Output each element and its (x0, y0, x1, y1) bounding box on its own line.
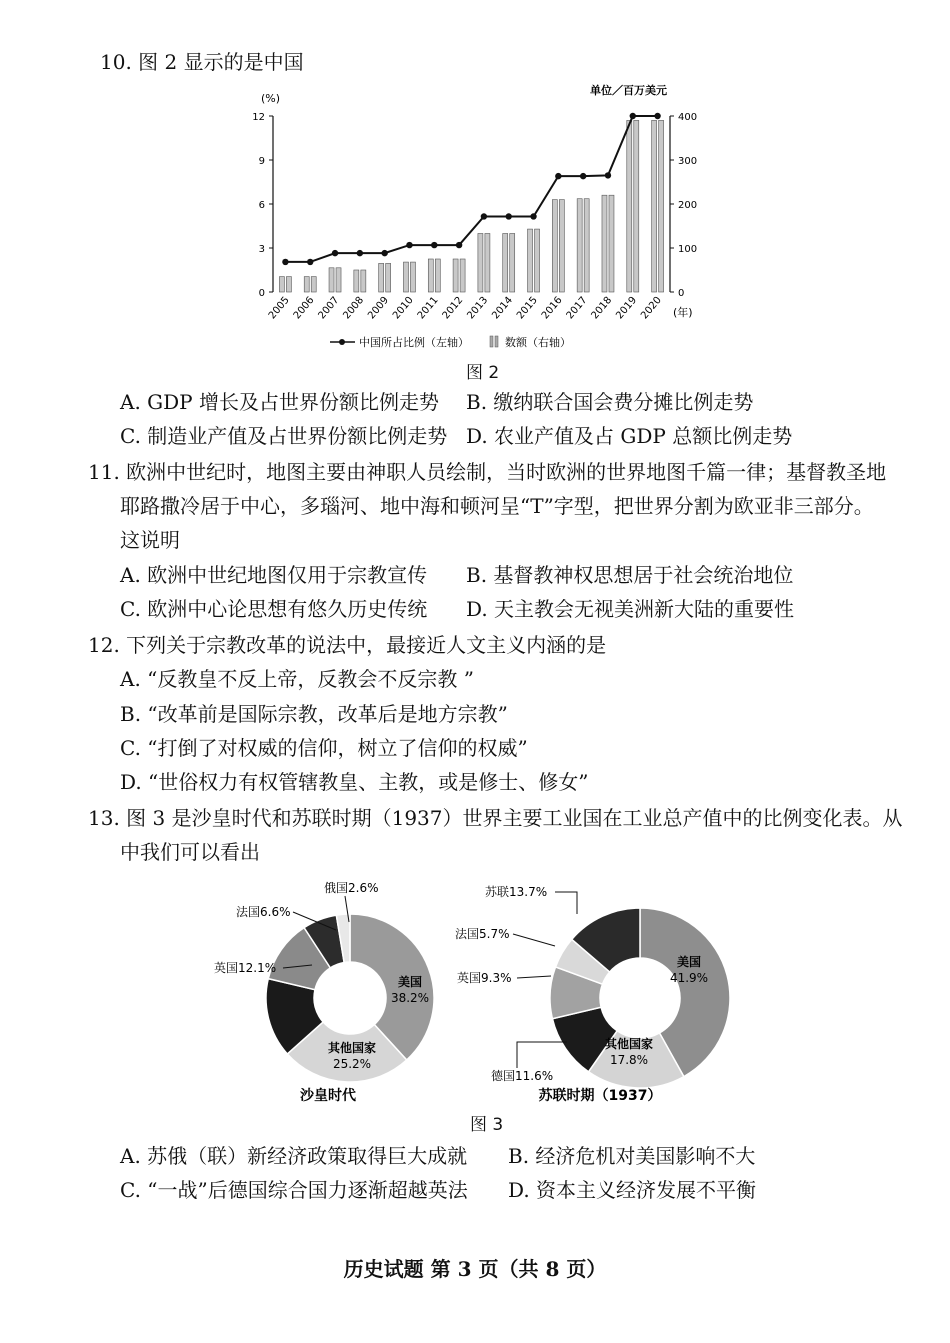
right-tick-label: 300 (678, 156, 698, 167)
x-tick-label-2014: 2014 (490, 294, 516, 322)
left-tick-label: 12 (252, 112, 265, 123)
bar-2005-b (286, 277, 291, 292)
x-tick-label-2016: 2016 (539, 294, 565, 322)
left-tick-label: 0 (258, 288, 265, 299)
q13-stem-line-1: 13. 图 3 是沙皇时代和苏联时期（1937）世界主要工业国在工业总产值中的比例变化表。从 (88, 806, 903, 830)
bar-2019 (627, 120, 632, 292)
x-tick-label-2005: 2005 (266, 294, 292, 322)
bar-2012-b (460, 259, 465, 292)
line-point-2008 (357, 250, 363, 256)
q11-stem-line-3: 这说明 (120, 528, 180, 552)
pie1-title: 沙皇时代 (300, 1088, 356, 1104)
left-tick-label: 9 (258, 156, 265, 167)
q10-option-d[interactable]: D. 农业产值及占 GDP 总额比例走势 (466, 424, 793, 448)
q12-option-b[interactable]: B. “改革前是国际宗教，改革后是地方宗教” (120, 702, 508, 726)
line-point-2015 (530, 213, 536, 219)
x-tick-label-2018: 2018 (589, 294, 615, 322)
bar-2008 (354, 270, 359, 292)
q10-option-a[interactable]: A. GDP 增长及占世界份额比例走势 (120, 390, 439, 414)
x-tick-label-2009: 2009 (366, 294, 391, 322)
x-tick-label-2013: 2013 (465, 294, 491, 322)
bar-2007 (329, 268, 334, 292)
right-tick-label: 0 (678, 288, 685, 299)
pie1-label-usa-pct: 38.2% (390, 991, 430, 1005)
x-tick-label-2008: 2008 (341, 294, 367, 322)
pie2-label-others: 其他国家 (604, 1037, 654, 1051)
figure-2-caption: 图 2 (466, 363, 500, 383)
page-footer: 历史试题 第 3 页（共 8 页） (343, 1257, 607, 1281)
figure-2-chart (252, 80, 715, 360)
bar-2019-b (634, 120, 639, 292)
line-point-2005 (282, 259, 288, 265)
line-point-2009 (381, 250, 387, 256)
pie1-label-usa: 美国 (397, 975, 423, 989)
pie-chart-tsarist (200, 872, 450, 1112)
bar-2016 (552, 200, 557, 292)
bar-2014-b (510, 233, 515, 292)
left-tick-label: 3 (258, 244, 265, 255)
pie-chart-soviet (455, 872, 735, 1112)
bar-2009 (379, 263, 384, 292)
q11-stem-line-1: 11. 欧洲中世纪时，地图主要由神职人员绘制，当时欧洲的世界地图千篇一律；基督教圣地 (88, 460, 887, 484)
x-tick-label-2006: 2006 (291, 294, 317, 322)
q13-option-b[interactable]: B. 经济危机对美国影响不大 (508, 1144, 756, 1168)
bar-2016-b (559, 200, 564, 292)
bar-2020 (652, 120, 657, 292)
line-point-2016 (555, 173, 561, 179)
q10-stem: 10. 图 2 显示的是中国 (100, 50, 304, 74)
x-tick-label-2007: 2007 (316, 294, 342, 322)
x-tick-label-2010: 2010 (390, 294, 416, 322)
q12-option-c[interactable]: C. “打倒了对权威的信仰，树立了信仰的权威” (120, 736, 528, 760)
q13-option-d[interactable]: D. 资本主义经济发展不平衡 (508, 1178, 757, 1202)
bar-2017 (577, 199, 582, 292)
pie2-label-soviet: 苏联13.7% (485, 885, 548, 899)
bar-2006-b (311, 277, 316, 292)
q10-option-c[interactable]: C. 制造业产值及占世界份额比例走势 (120, 424, 448, 448)
q11-stem-line-2: 耶路撒冷居于中心，多瑙河、地中海和顿河呈“T”字型，把世界分割为欧亚非三部分。 (120, 494, 874, 518)
x-tick-label-2015: 2015 (515, 294, 540, 322)
bar-2014 (503, 233, 508, 292)
bar-2005 (279, 277, 284, 292)
pie2-label-usa: 美国 (676, 955, 702, 969)
line-point-2018 (605, 172, 611, 178)
bar-2011 (428, 259, 433, 292)
line-point-2010 (406, 242, 412, 248)
q11-option-c[interactable]: C. 欧洲中心论思想有悠久历史传统 (120, 597, 428, 621)
line-point-2019 (630, 113, 636, 119)
bar-2010-b (410, 262, 415, 292)
line-point-2020 (654, 113, 660, 119)
q13-option-a[interactable]: A. 苏俄（联）新经济政策取得巨大成就 (120, 1144, 468, 1168)
right-tick-label: 200 (678, 200, 698, 211)
x-tick-label-2011: 2011 (415, 294, 441, 322)
pie2-label-uk: 英国9.3% (457, 971, 512, 985)
x-tick-label-2019: 2019 (614, 294, 640, 322)
bar-2012 (453, 259, 458, 292)
bar-2018 (602, 195, 607, 292)
bar-2017-b (584, 199, 589, 292)
line-point-2017 (580, 173, 586, 179)
bar-2011-b (435, 259, 440, 292)
left-tick-label: 6 (258, 200, 265, 211)
q11-option-d[interactable]: D. 天主教会无视美洲新大陆的重要性 (466, 597, 795, 621)
bar-2013-b (485, 233, 490, 292)
figure-2-legend (330, 335, 571, 349)
q13-option-c[interactable]: C. “一战”后德国综合国力逐渐超越英法 (120, 1178, 468, 1202)
bar-2020-b (659, 120, 664, 292)
right-tick-label: 100 (678, 244, 698, 255)
pie1-label-russia: 俄国2.6% (324, 881, 379, 895)
q12-option-a[interactable]: A. “反教皇不反上帝，反教会不反宗教 ” (120, 667, 474, 691)
pie2-title: 苏联时期（1937） (538, 1088, 662, 1104)
pie1-label-others-pct: 25.2% (332, 1057, 372, 1071)
figure-3-caption: 图 3 (470, 1115, 504, 1135)
left-axis-label: (%) (261, 92, 281, 105)
line-point-2012 (456, 242, 462, 248)
line-point-2007 (332, 250, 338, 256)
bar-2007-b (336, 268, 341, 292)
pie2-label-france: 法国5.7% (455, 927, 510, 941)
bar-2018-b (609, 195, 614, 292)
line-point-2006 (307, 259, 313, 265)
x-tick-label-2020: 2020 (639, 294, 664, 322)
line-point-2013 (481, 213, 487, 219)
right-axis-label: 单位／百万美元 (590, 84, 667, 97)
line-point-2011 (431, 242, 437, 248)
q13-stem-line-2: 中我们可以看出 (120, 840, 260, 864)
pie1-label-others: 其他国家 (327, 1041, 377, 1055)
line-point-2014 (506, 213, 512, 219)
legend-bar-label: 数额（右轴） (505, 336, 571, 349)
pie2-label-others-pct: 17.8% (609, 1053, 649, 1067)
bar-2010 (403, 262, 408, 292)
bar-2015-b (535, 229, 540, 292)
pie1-label-france: 法国6.6% (236, 905, 291, 919)
q11-option-b[interactable]: B. 基督教神权思想居于社会统治地位 (466, 563, 794, 587)
bar-2008-b (361, 270, 366, 292)
x-tick-label-2017: 2017 (564, 294, 590, 322)
bar-2006 (304, 277, 309, 292)
pie1-label-uk: 英国12.1% (214, 961, 277, 975)
x-tick-label-2012: 2012 (440, 294, 466, 322)
pie2-label-germany: 德国11.6% (491, 1069, 554, 1083)
right-tick-label: 400 (678, 112, 698, 123)
bar-2009-b (386, 263, 391, 292)
q12-stem: 12. 下列关于宗教改革的说法中，最接近人文主义内涵的是 (88, 633, 607, 657)
q12-option-d[interactable]: D. “世俗权力有权管辖教皇、主教，或是修士、修女” (120, 770, 589, 794)
bar-2015 (528, 229, 533, 292)
pie2-label-usa-pct: 41.9% (669, 971, 709, 985)
q10-option-b[interactable]: B. 缴纳联合国会费分摊比例走势 (466, 390, 754, 414)
x-unit-label: (年) (673, 306, 693, 319)
bar-2013 (478, 233, 483, 292)
q11-option-a[interactable]: A. 欧洲中世纪地图仅用于宗教宣传 (120, 563, 428, 587)
legend-line-label: 中国所占比例（左轴） (359, 336, 469, 349)
